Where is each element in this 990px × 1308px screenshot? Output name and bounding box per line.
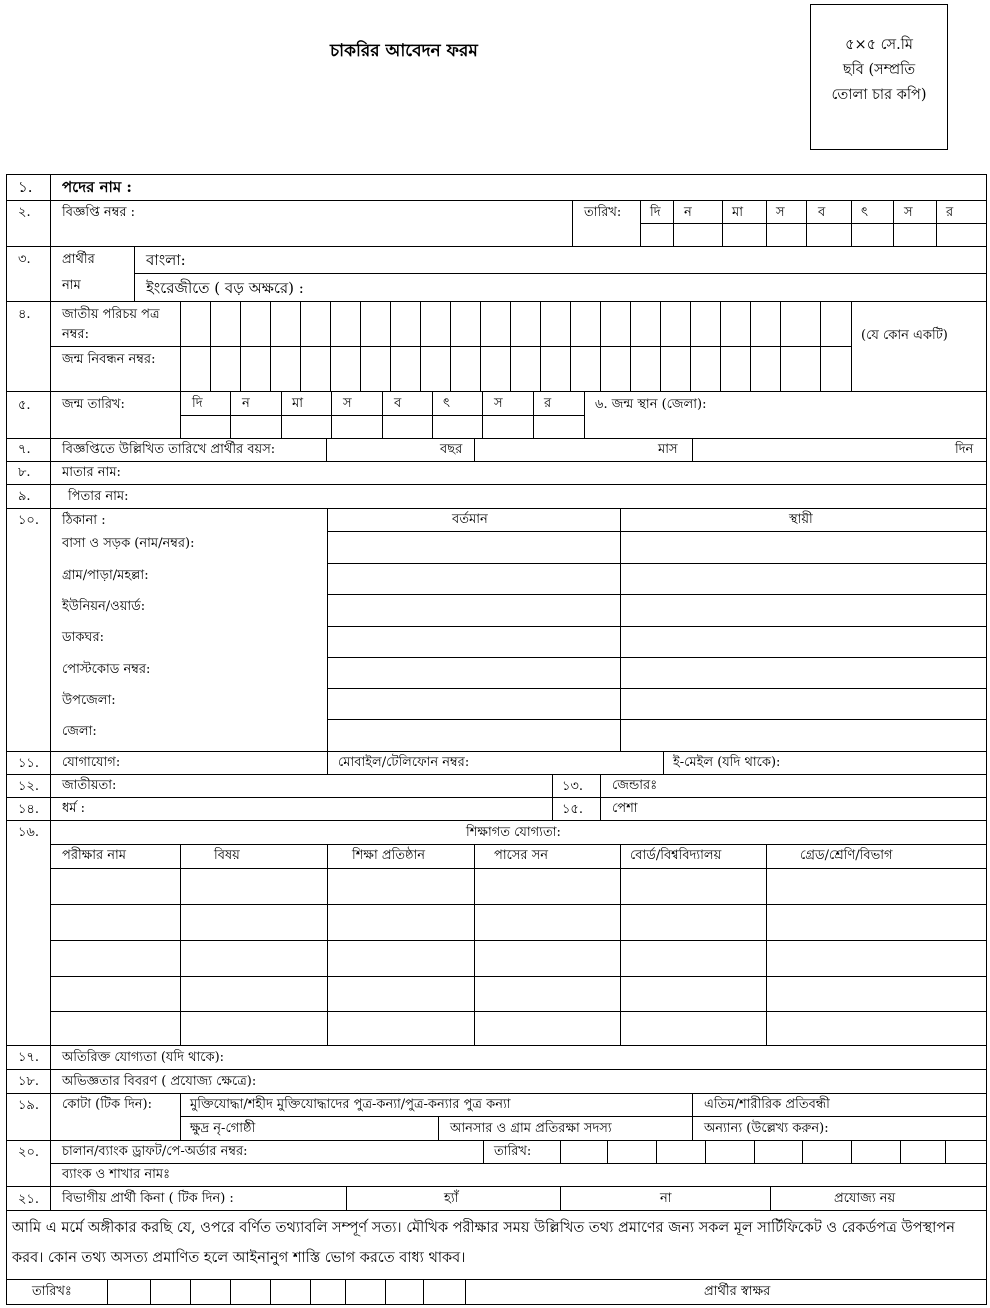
date-label: তারিখ:: [584, 205, 622, 220]
present-address-header: বর্তমান: [452, 512, 488, 527]
occupation-label: পেশা: [612, 801, 638, 816]
row-number: ৪.: [18, 307, 31, 322]
row-number: ১৭.: [18, 1050, 40, 1065]
date-cell: স: [776, 205, 785, 220]
nationality-label: জাতীয়তা:: [62, 778, 117, 793]
date-cell: স: [904, 205, 913, 220]
row-number: ২১.: [18, 1192, 40, 1207]
email-label: ই-মেইল (যদি থাকে):: [673, 755, 781, 770]
education-title: শিক্ষাগত যোগ্যতা:: [466, 825, 561, 840]
father-name-label: পিতার নাম:: [68, 489, 129, 504]
gender-label: জেন্ডারঃ: [612, 778, 658, 793]
education-header: গ্রেড/শ্রেণি/বিভাগ: [800, 848, 893, 863]
row-number: ২.: [18, 205, 31, 220]
date-cell: ব: [394, 396, 402, 411]
bank-branch-label: ব্যাংক ও শাখার নামঃ: [62, 1167, 171, 1182]
photo-line: ছবি (সম্প্রতি: [842, 62, 916, 78]
row-number: ১১.: [18, 756, 40, 771]
applicant-label: প্রার্থীর: [62, 252, 95, 267]
date-cell: ন: [684, 205, 692, 220]
row-number: ১৬.: [18, 825, 40, 840]
row-number: ১৮.: [18, 1074, 40, 1089]
education-header: বিষয়: [214, 848, 240, 863]
address-label: ঠিকানা :: [62, 513, 106, 528]
yes-option: হ্যাঁ: [444, 1191, 459, 1206]
birthplace-label: ৬. জন্ম স্থান (জেলা):: [595, 397, 707, 412]
address-field-label: জেলা:: [62, 724, 97, 739]
age-label: বিজ্ঞপ্তিতে উল্লিখিত তারিখে প্রার্থীর বয়স:: [62, 442, 276, 457]
row-number: ১৩.: [562, 779, 584, 794]
birth-registration-label: জন্ম নিবন্ধন নম্বর:: [62, 352, 156, 367]
contact-label: যোগাযোগ:: [62, 755, 121, 770]
date-cell: স: [343, 396, 352, 411]
circular-number-label: বিজ্ঞপ্তি নম্বর :: [62, 205, 136, 220]
date-cell: দি: [650, 205, 661, 220]
education-header: পরীক্ষার নাম: [62, 848, 127, 863]
post-name-label: পদের নাম :: [62, 178, 132, 196]
page-title: চাকরির আবেদন ফরম: [330, 41, 478, 61]
birth-date-label: জন্ম তারিখ:: [62, 397, 125, 412]
address-field-label: পোস্টকোড নম্বর:: [62, 662, 151, 677]
year-label: বছর: [440, 442, 463, 457]
row-number: ৮.: [18, 465, 31, 480]
date-cell: ৎ: [443, 396, 450, 411]
row-number: ১৪.: [18, 802, 40, 817]
mother-name-label: মাতার নাম:: [62, 465, 121, 480]
no-option: না: [660, 1191, 672, 1206]
date-cell: মা: [732, 205, 743, 220]
date-cell: র: [946, 205, 954, 220]
date-cell: দি: [192, 396, 203, 411]
row-number: ১৯.: [18, 1098, 40, 1113]
row-number: ১৫.: [562, 802, 584, 817]
permanent-address-header: স্থায়ী: [789, 512, 813, 527]
photo-line: তোলা চার কপি): [831, 87, 927, 103]
applicant-label: নাম: [62, 278, 81, 293]
row-number: ৯.: [18, 489, 31, 504]
quota-option: মুক্তিযোদ্ধা/শহীদ মুক্তিযোদ্ধাদের পুত্র-কন্যা/পুত্র-কন্যার পুত্র কন্যা: [190, 1097, 511, 1112]
address-field-label: গ্রাম/পাড়া/মহল্লা:: [62, 568, 149, 583]
row-number: ১.: [18, 178, 33, 196]
quota-label: কোটা (টিক দিন):: [62, 1097, 152, 1112]
education-header: শিক্ষা প্রতিষ্ঠান: [352, 848, 426, 863]
row-number: ১২.: [18, 779, 40, 794]
date-cell: ব: [818, 205, 826, 220]
signature-label: প্রার্থীর স্বাক্ষর: [704, 1284, 771, 1299]
footer-date-label: তারিখঃ: [32, 1284, 72, 1299]
date-cell: ন: [242, 396, 250, 411]
date-cell: ৎ: [861, 205, 868, 220]
date-cell: র: [544, 396, 552, 411]
row-number: ৭.: [18, 442, 31, 457]
quota-option: এতিম/শারীরিক প্রতিবন্ধী: [704, 1097, 830, 1112]
quota-option: অন্যান্য (উল্লেখ্য করুন):: [704, 1121, 829, 1136]
departmental-label: বিভাগীয় প্রার্থী কিনা ( টিক দিন) :: [62, 1191, 234, 1206]
date-cell: মা: [292, 396, 303, 411]
challan-label: চালান/ব্যাংক ড্রাফট/পে-অর্ডার নম্বর:: [62, 1144, 248, 1159]
address-field-label: বাসা ও সড়ক (নাম/নম্বর):: [62, 536, 195, 551]
nid-label: নম্বর:: [62, 327, 89, 342]
photo-line: ৫×৫ সে.মি: [845, 37, 913, 53]
row-number: ৫.: [18, 398, 31, 413]
name-english-label: ইংরেজীতে ( বড় অক্ষরে) :: [146, 279, 304, 297]
date-label: তারিখ:: [494, 1144, 532, 1159]
address-field-label: উপজেলা:: [62, 693, 116, 708]
nid-label: জাতীয় পরিচয় পত্র: [62, 307, 160, 322]
row-number: ১০.: [18, 513, 40, 528]
education-header: পাসের সন: [494, 848, 549, 863]
education-header: বোর্ড/বিশ্ববিদ্যালয়: [630, 848, 722, 863]
quota-option: ক্ষুদ্র নৃ-গোষ্ঠী: [190, 1121, 256, 1136]
name-bangla-label: বাংলা:: [146, 251, 186, 269]
quota-option: আনসার ও গ্রাম প্রতিরক্ষা সদস্য: [450, 1121, 612, 1136]
experience-label: অভিজ্ঞতার বিবরণ ( প্রযোজ্য ক্ষেত্রে):: [62, 1074, 257, 1089]
declaration-text: আমি এ মর্মে অঙ্গীকার করছি যে, ওপরে বর্ণিত তথ্যাবলি সম্পূর্ণ সত্য। মৌখিক পরীক্ষার সময় উল্লিখিত তথ্য প্রমাণের জন্য সকল মূল সার্টিফিকেট ও রেকর্ডপত্র উপস্থাপন করব। কোন তথ্য অসত্য প্রমাণিত হলে আইনানুগ শাস্তি ভোগ করতে বাধ্য থাকব।: [12, 1220, 955, 1266]
row-number: ৩.: [18, 252, 31, 267]
phone-label: মোবাইল/টেলিফোন নম্বর:: [338, 755, 470, 770]
date-cell: স: [494, 396, 503, 411]
address-field-label: ডাকঘর:: [62, 630, 104, 645]
not-applicable-option: প্রযোজ্য নয়: [834, 1191, 896, 1206]
row-number: ২০.: [18, 1145, 40, 1160]
additional-qualification-label: অতিরিক্ত যোগ্যতা (যদি থাকে):: [62, 1050, 225, 1065]
any-one-note: (যে কোন একটি): [861, 328, 948, 343]
day-label: দিন: [955, 442, 974, 457]
address-field-label: ইউনিয়ন/ওয়ার্ড:: [62, 599, 146, 614]
month-label: মাস: [658, 442, 678, 457]
religion-label: ধর্ম :: [62, 801, 86, 816]
